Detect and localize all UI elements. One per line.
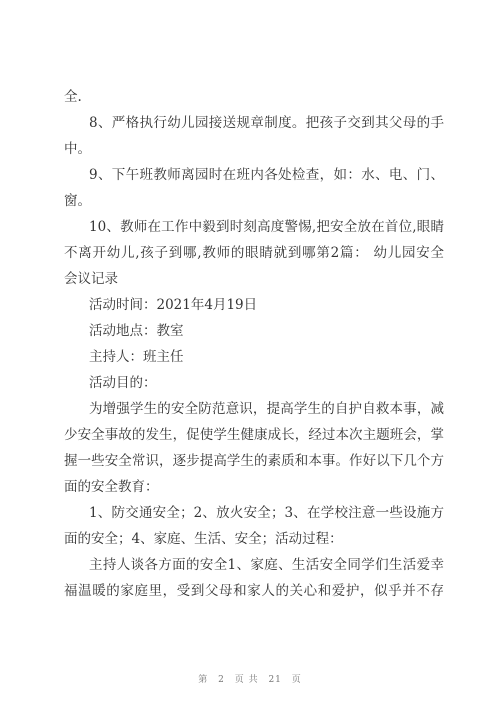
text-line: 9、下午班教师离园时在班内各处检查，如：水、电、门、 — [89, 167, 444, 183]
text-line: 面的安全；4、家庭、生活、安全；活动过程： — [64, 531, 343, 547]
total-pages: 21 — [268, 675, 282, 685]
text-line: 8、严格执行幼儿园接送规章制度。把孩子交到其父母的手 — [89, 115, 444, 131]
text-line: 活动目的： — [89, 375, 157, 391]
page-footer — [0, 672, 500, 685]
document-body — [64, 84, 444, 604]
text-line: 主持人：班主任 — [89, 349, 184, 365]
text-line: 全. — [64, 89, 82, 105]
footer-middle: 页 共 — [234, 675, 259, 685]
text-line: 活动地点：教室 — [89, 323, 184, 339]
text-line: 为增强学生的安全防范意识，提高学生的自护自救本事，减 — [89, 401, 444, 417]
current-page-number: 2 — [218, 675, 225, 685]
text-line: 握一些安全常识，逐步提高学生的素质和本事。作好以下几个方 — [64, 453, 444, 469]
text-line: 福温暖的家庭里，受到父母和家人的关心和爱护，似乎并不存 — [64, 583, 444, 599]
footer-prefix: 第 — [198, 675, 209, 685]
text-line: 窗。 — [64, 193, 91, 209]
text-line: 不离开幼儿,孩子到哪,教师的眼睛就到哪第2篇： 幼儿园安全 — [64, 245, 444, 261]
text-line: 会议记录 — [64, 271, 118, 287]
footer-suffix: 页 — [291, 675, 302, 685]
text-line: 1、防交通安全；2、放火安全；3、在学校注意一些设施方 — [89, 505, 444, 521]
text-line: 活动时间：2021年4月19日 — [89, 297, 258, 313]
text-line: 面的安全教育： — [64, 479, 159, 495]
text-line: 10、教师在工作中毅到时刻高度警惕,把安全放在首位,眼睛 — [89, 219, 444, 235]
text-line: 少安全事故的发生，促使学生健康成长，经过本次主题班会，掌 — [64, 427, 444, 443]
text-line: 主持人谈各方面的安全1、家庭、生活安全同学们生活爱幸 — [89, 557, 444, 573]
text-line: 中。 — [64, 141, 91, 157]
